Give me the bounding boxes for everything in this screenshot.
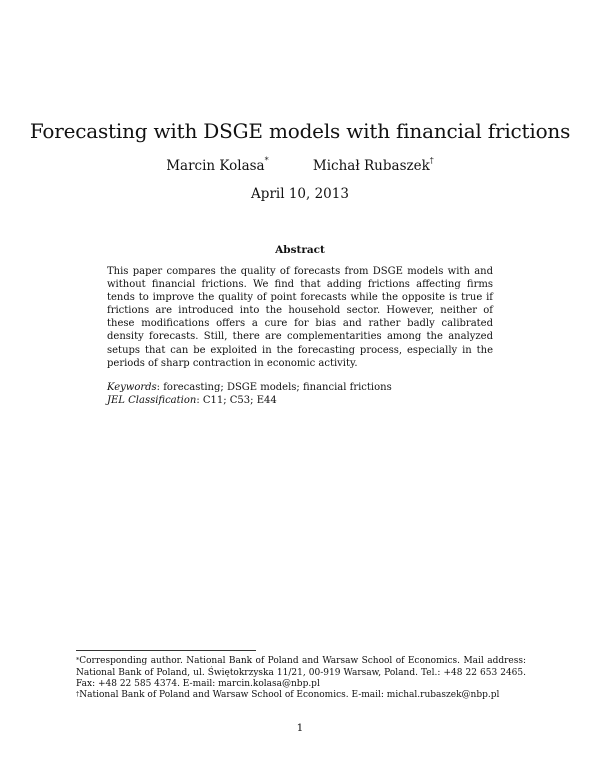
page-number: 1 <box>296 722 304 734</box>
author-2-mark: † <box>429 156 434 165</box>
abstract-heading: Abstract <box>275 244 325 256</box>
author-list <box>0 158 600 174</box>
footnote-1 <box>76 656 526 691</box>
jel-label: JEL Classification <box>107 395 197 406</box>
footnote-rule <box>76 650 256 651</box>
footnote-2-text: National Bank of Poland and Warsaw School of Economics. E-mail: michal.rubaszek@nbp.pl <box>79 690 500 700</box>
author-2 <box>313 158 434 174</box>
author-2-name: Michał Rubaszek <box>312 158 430 174</box>
jel-value: : C11; C53; E44 <box>196 395 277 406</box>
keywords-label: Keywords <box>107 382 157 393</box>
footnote-2-mark: † <box>76 690 80 698</box>
keywords-block <box>107 381 493 407</box>
jel-line <box>107 394 493 407</box>
abstract-text: This paper compares the quality of forecasts from DSGE models with and without financial frictions. We find that adding frictions affecting firms tends to improve the quality of point forecasts while the opposite is true if frictions are introduced into the household sector. However, neither of these modifications offers a cure for bias and rather badly calibrated density forecasts. Still, there are complementarities among the analyzed setups that can be exploited in the forecasting process, especially in the periods of sharp contraction in economic activity. <box>107 266 493 369</box>
author-1-mark: * <box>264 156 269 165</box>
author-1 <box>166 158 268 174</box>
author-1-name: Marcin Kolasa <box>166 158 265 174</box>
footnote-2 <box>76 690 526 702</box>
keywords-line <box>107 381 493 394</box>
footnote-1-mark: * <box>76 656 80 664</box>
paper-title: Forecasting with DSGE models with financial frictions <box>29 119 571 143</box>
footnote-1-text: Corresponding author. National Bank of Poland and Warsaw School of Economics. Mail address: National Bank of Poland, ul. Świętokrzyska 11/21, 00-919 Warsaw, Poland. Tel.: +48 22 653 2465. Fax: +48 22 585 4374. E-mail: marcin.kolasa@nbp.pl <box>76 656 526 689</box>
paper-date: April 10, 2013 <box>251 186 349 202</box>
keywords-value: : forecasting; DSGE models; financial frictions <box>156 382 392 393</box>
